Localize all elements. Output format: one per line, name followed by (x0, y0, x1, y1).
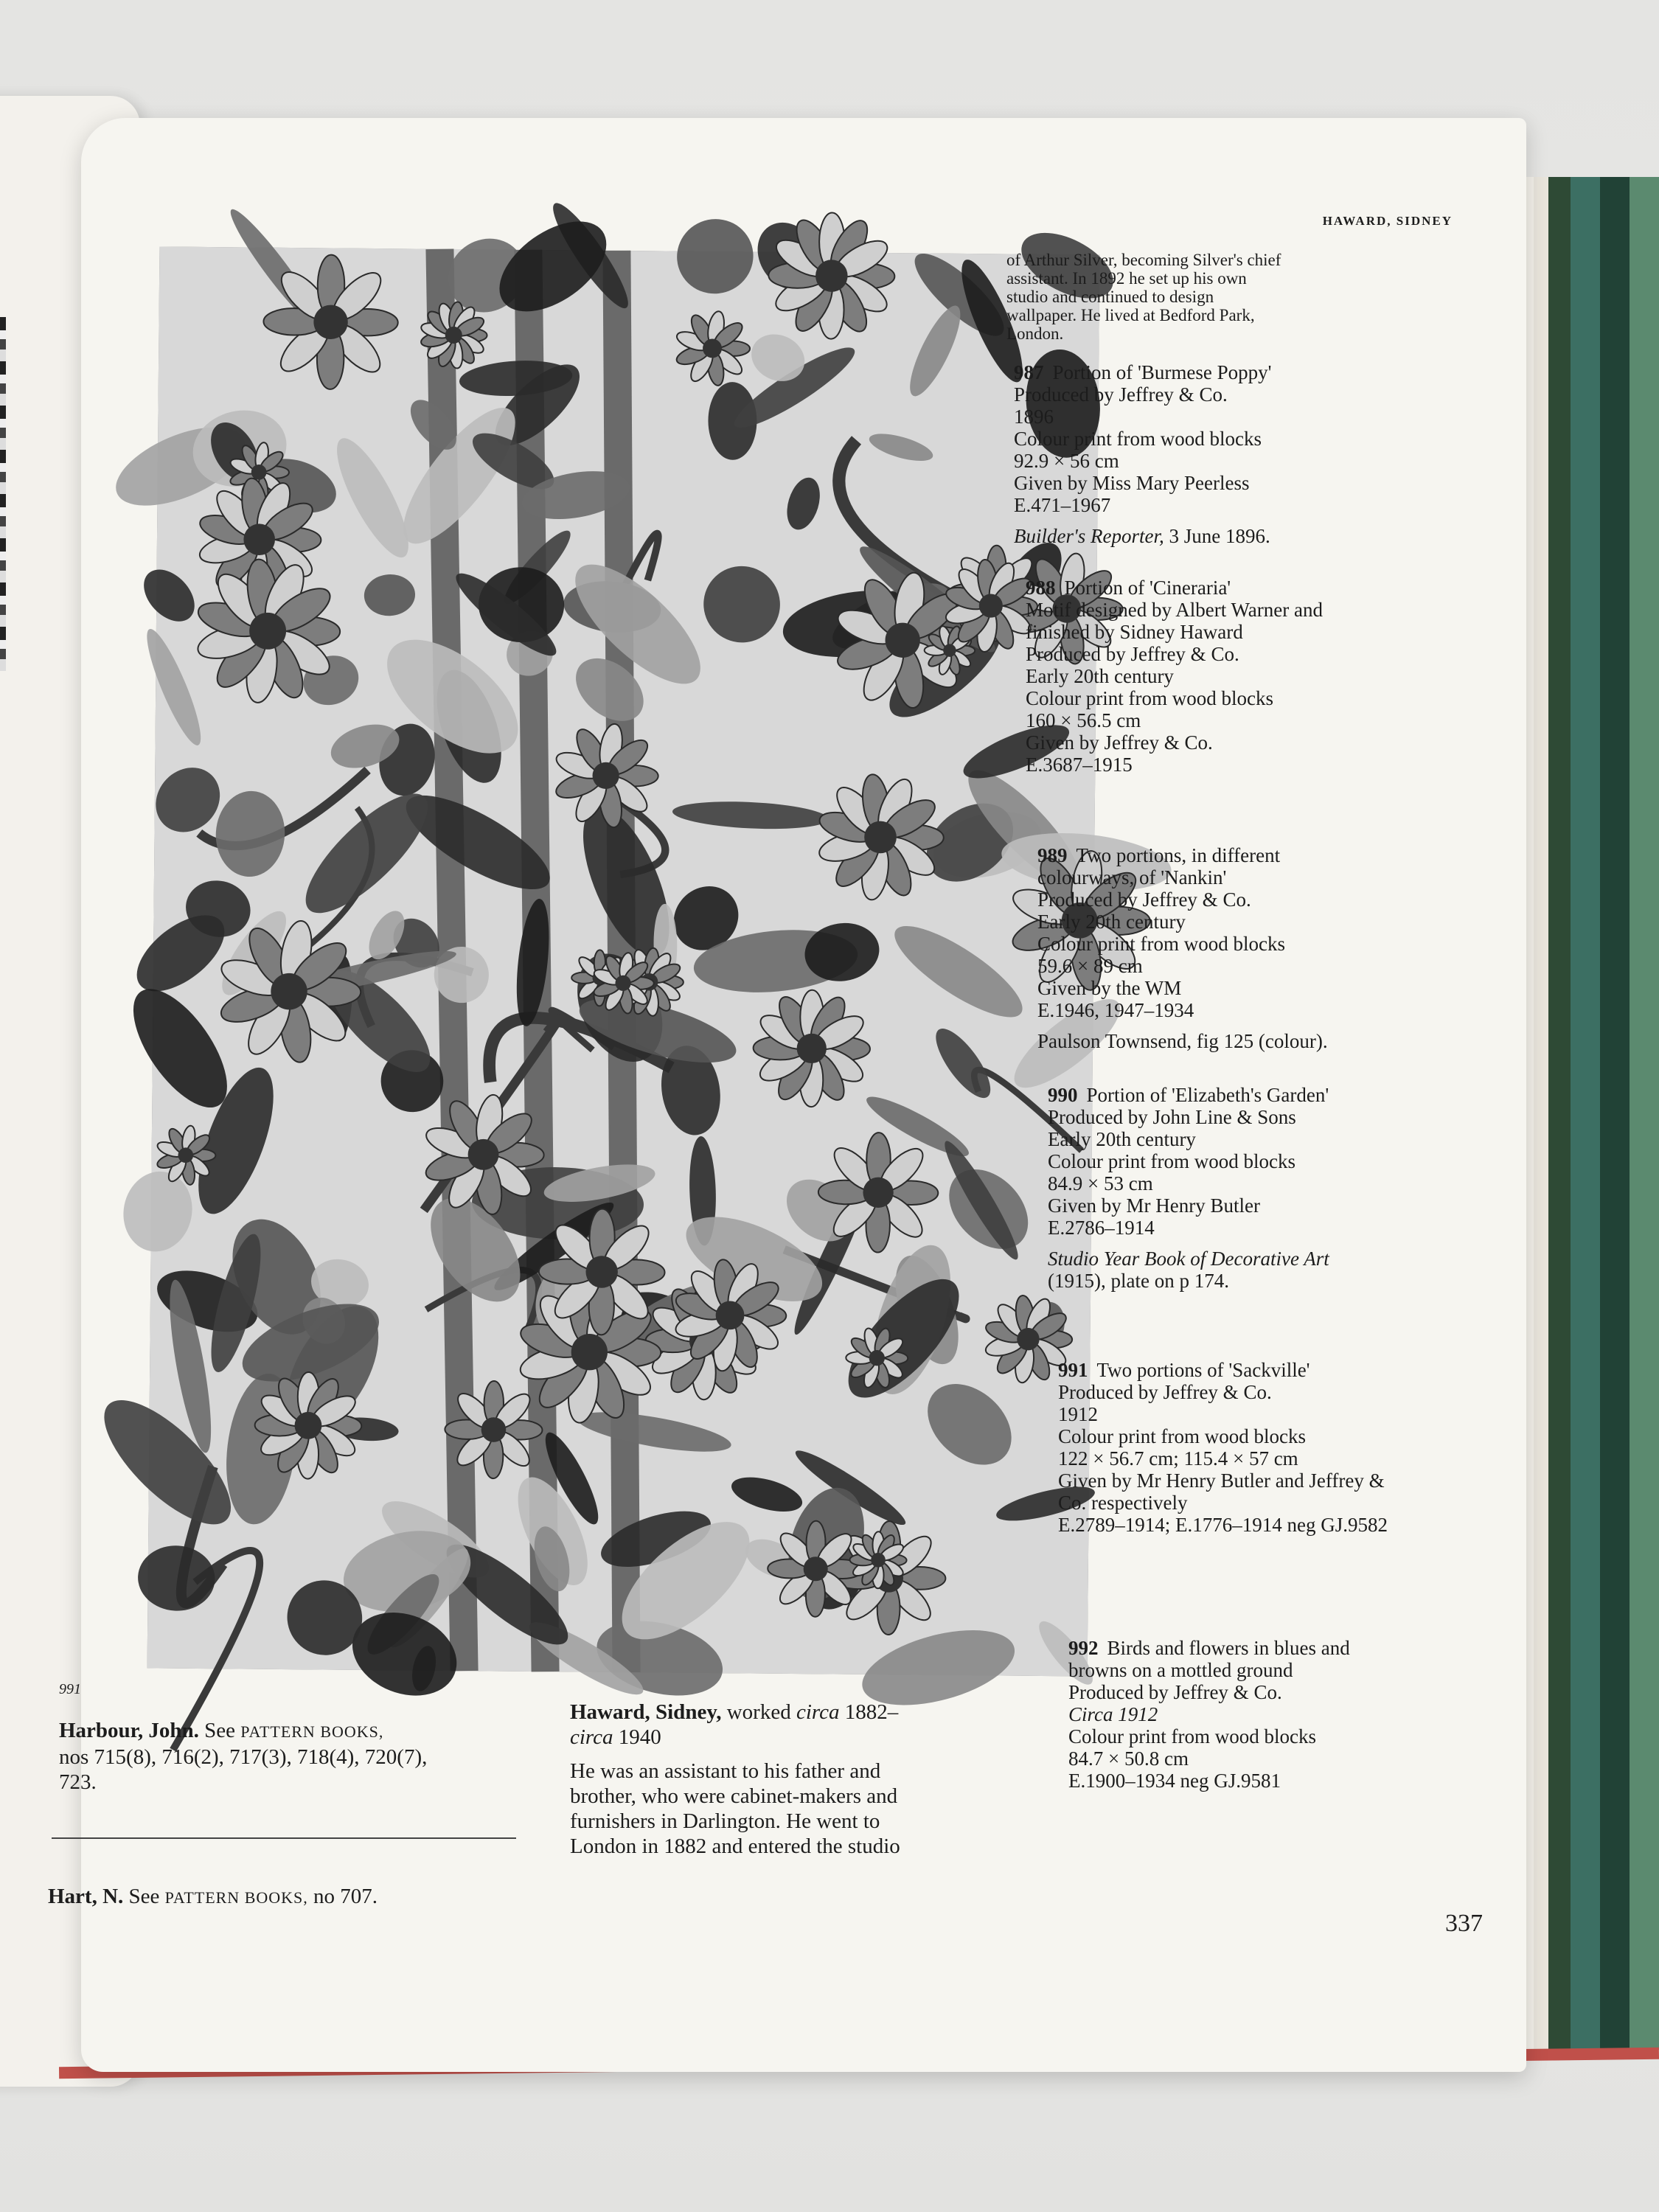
catalogue-entry-992: 992 Birds and flowers in blues and browns on a mottled ground Produced by Jeffrey & Co. Circa 1912 Colour print from wood blocks 84.7 × 50.8 cm E.1900–1934 neg GJ.9581 (1068, 1637, 1350, 1792)
wallpaper-plate-image (147, 246, 1100, 1676)
book-page (48, 118, 1526, 2072)
page-number: 337 (1445, 1910, 1483, 1937)
hart-entry: Hart, N. See PATTERN BOOKS, no 707. (48, 1885, 378, 1908)
entry-reference: Builder's Reporter, 3 June 1896. (1014, 525, 1270, 547)
entry-number: 992 (1068, 1637, 1099, 1659)
entry-reference: Studio Year Book of Decorative Art (1915), plate on p 174. (1048, 1248, 1329, 1292)
catalogue-entry-990: 990 Portion of 'Elizabeth's Garden' Produced by John Line & Sons Early 20th century Colour print from wood blocks 84.9 × 53 cm Given by Mr Henry Butler E.2786–1914 Studio Year Book of Decorative Art (1915), plate on p 174. (1048, 1084, 1329, 1292)
entry-number: 988 (1026, 577, 1056, 599)
harbour-entry: Harbour, John. See PATTERN BOOKS, nos 715(8), 716(2), 717(3), 718(4), 720(7), 723. (59, 1719, 428, 1794)
plate-caption: 991 (59, 1681, 81, 1697)
catalogue-entry-991: 991 Two portions of 'Sackville' Produced by Jeffrey & Co. 1912 Colour print from wood blocks 122 × 56.7 cm; 115.4 × 57 cm Given by Mr Henry Butler and Jeffrey & Co. respectively E.2789–1914; E.1776–1914 neg GJ.9582 (1058, 1359, 1388, 1536)
running-head: HAWARD, SIDNEY (1322, 214, 1453, 228)
entry-number: 990 (1048, 1084, 1078, 1106)
haward-biography: He was an assistant to his father and brother, who were cabinet-makers and furnishers in Darlington. He went to London in 1882 and entered the studio (570, 1759, 900, 1858)
entry-number: 991 (1058, 1359, 1088, 1381)
haward-entry: Haward, Sidney, worked circa 1882– circa 1940 He was an assistant to his father and brother, who were cabinet-makers and furnishers in Darlington. He went to London in 1882 and entered the studio (570, 1700, 1012, 1859)
entry-number: 987 (1014, 361, 1044, 383)
entry-reference: Paulson Townsend, fig 125 (colour). (1037, 1030, 1328, 1052)
index-divider (52, 1837, 516, 1839)
entry-number: 989 (1037, 844, 1068, 866)
catalogue-entry-988: 988 Portion of 'Cineraria' Motif designed by Albert Warner and finished by Sidney Haward Produced by Jeffrey & Co. Early 20th century Colour print from wood blocks 160 × 56.5 cm Given by Jeffrey & Co. E.3687–1915 (1026, 577, 1323, 776)
book-cover-edge (1504, 177, 1659, 2050)
intro-paragraph: of Arthur Silver, becoming Silver's chief assistant. In 1892 he set up his own studio and continued to design wallpaper. He lived at Bedford Park, London. (1006, 251, 1281, 343)
catalogue-column (1006, 251, 1388, 1792)
left-page-illustration-strip (0, 317, 6, 671)
floral-pattern-illustration (147, 246, 1100, 1676)
catalogue-entry-987: 987 Portion of 'Burmese Poppy' Produced by Jeffrey & Co. 1896 Colour print from wood blocks 92.9 × 56 cm Given by Miss Mary Peerless E.471–1967 Builder's Reporter, 3 June 1896. (1014, 361, 1272, 547)
catalogue-entry-989: 989 Two portions, in different colourways, of 'Nankin' Produced by Jeffrey & Co. Early 20th century Colour print from wood blocks 59.6 × 89 cm Given by the WM E.1946, 1947–1934 Paulson Townsend, fig 125 (colour). (1037, 844, 1328, 1052)
